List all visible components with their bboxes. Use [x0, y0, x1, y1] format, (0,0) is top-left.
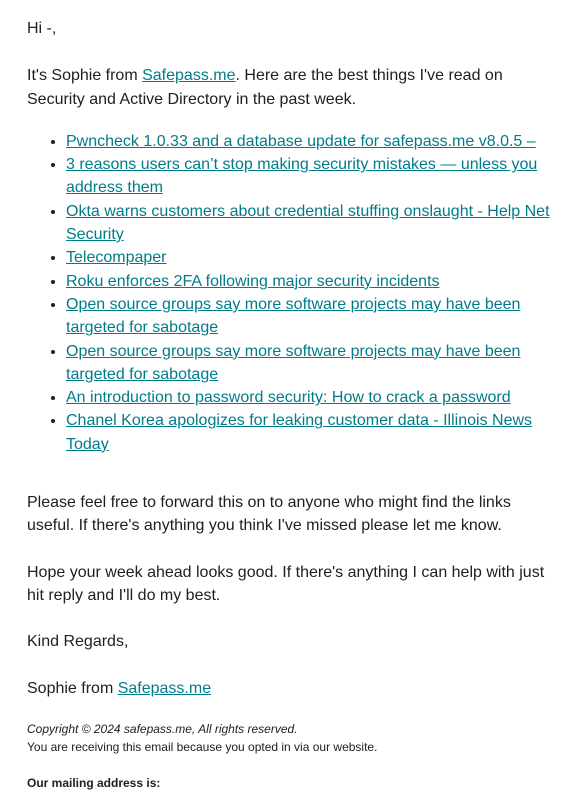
- article-link[interactable]: Roku enforces 2FA following major security incidents: [66, 272, 440, 290]
- footer: [27, 720, 553, 792]
- signoff-text: Sophie from: [27, 679, 118, 697]
- list-item: [66, 409, 553, 456]
- list-item: [66, 200, 553, 247]
- list-item: [66, 340, 553, 387]
- article-link[interactable]: Pwncheck 1.0.33 and a database update for safepass.me v8.0.5 –: [66, 132, 536, 150]
- signoff: [27, 677, 553, 700]
- regards: Kind Regards,: [27, 633, 129, 651]
- signoff-safepass-link[interactable]: Safepass.me: [117, 679, 212, 697]
- intro-text-after: . Here are the best things I've read on Security and Active Directory in the past week.: [27, 67, 503, 108]
- list-item: [66, 153, 553, 200]
- mailing-address-label: Our mailing address is:: [27, 775, 161, 790]
- hope-paragraph: Hope your week ahead looks good. If there's anything I can help with just hit reply and I'll do my best.: [27, 563, 545, 604]
- list-item: [66, 246, 553, 269]
- greeting: Hi -,: [27, 20, 57, 37]
- article-link[interactable]: An introduction to password security: How to crack a password: [66, 389, 511, 407]
- list-item: [66, 386, 553, 409]
- list-item: [66, 270, 553, 293]
- article-list: [27, 130, 553, 456]
- intro-text-before: It's Sophie from: [27, 67, 143, 85]
- list-item: [66, 130, 553, 153]
- article-link[interactable]: 3 reasons users can’t stop making security mistakes — unless you address them: [66, 156, 538, 197]
- article-link[interactable]: Open source groups say more software projects may have been targeted for sabotage: [66, 342, 521, 383]
- intro-paragraph: [27, 64, 553, 111]
- article-link[interactable]: Telecompaper: [66, 249, 167, 267]
- subscription-reason: You are receiving this email because you opted in via our website.: [27, 739, 378, 754]
- forward-paragraph: Please feel free to forward this on to anyone who might find the links useful. If there's anything you think I've missed please let me know.: [27, 494, 511, 535]
- article-link[interactable]: Open source groups say more software projects may have been targeted for sabotage: [66, 295, 521, 337]
- list-item: [66, 293, 553, 340]
- article-link[interactable]: Chanel Korea apologizes for leaking customer data - Illinois News Today: [66, 412, 533, 453]
- copyright-text: Copyright © 2024 safepass.me, All rights reserved.: [27, 721, 298, 736]
- article-link[interactable]: Okta warns customers about credential stuffing onslaught - Help Net Security: [66, 202, 550, 244]
- safepass-link[interactable]: Safepass.me: [142, 67, 236, 85]
